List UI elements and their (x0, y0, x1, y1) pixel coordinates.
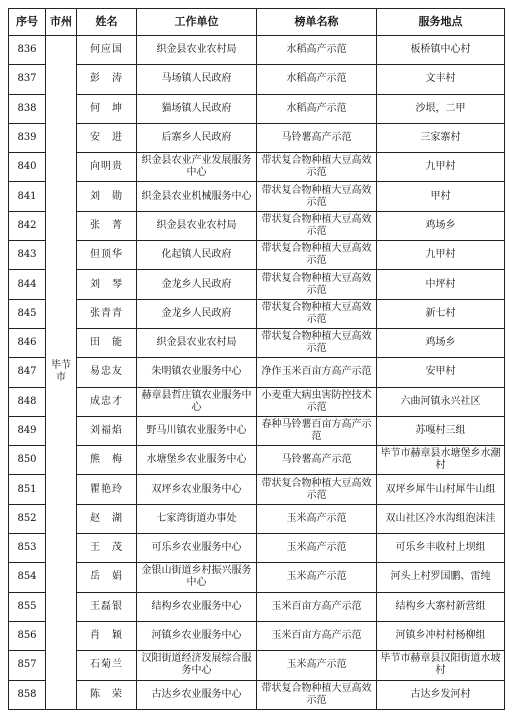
row-service-location: 文丰村 (377, 65, 505, 94)
row-service-location: 九甲村 (377, 153, 505, 182)
row-list-name: 水稻高产示范 (257, 94, 377, 123)
table-row (9, 328, 505, 357)
row-service-location: 沙垠，二甲 (377, 94, 505, 123)
row-work-unit: 水塘堡乡农业服务中心 (137, 446, 257, 475)
row-service-location: 甲村 (377, 182, 505, 211)
table-row (9, 358, 505, 387)
row-name: 王 茂 (77, 534, 137, 563)
row-list-name: 玉米高产示范 (257, 534, 377, 563)
table-row (9, 387, 505, 416)
row-work-unit: 织金县农业机械服务中心 (137, 182, 257, 211)
roster-table (8, 8, 505, 710)
header-service-location: 服务地点 (377, 9, 505, 36)
row-work-unit: 织金县农业农村局 (137, 328, 257, 357)
row-work-unit: 赫章县哲庄镇农业服务中心 (137, 387, 257, 416)
table-row (9, 123, 505, 152)
row-list-name: 带状复合物种植大豆高效示范 (257, 182, 377, 211)
row-service-location: 板桥镇中心村 (377, 36, 505, 65)
row-work-unit: 河镇乡农业服务中心 (137, 621, 257, 650)
row-name: 成忠才 (77, 387, 137, 416)
row-name: 田 能 (77, 328, 137, 357)
row-number: 844 (9, 270, 46, 299)
row-name: 张青青 (77, 299, 137, 328)
row-list-name: 玉米高产示范 (257, 651, 377, 680)
row-service-location: 安甲村 (377, 358, 505, 387)
row-list-name: 玉米百亩方高产示范 (257, 592, 377, 621)
row-list-name: 马铃薯高产示范 (257, 123, 377, 152)
row-name: 陈 荣 (77, 680, 137, 709)
row-service-location: 鸡场乡 (377, 328, 505, 357)
row-work-unit: 野马川镇农业服务中心 (137, 416, 257, 445)
table-row (9, 211, 505, 240)
row-number: 840 (9, 153, 46, 182)
row-number: 841 (9, 182, 46, 211)
row-number: 853 (9, 534, 46, 563)
table-row (9, 299, 505, 328)
row-name: 向明贵 (77, 153, 137, 182)
row-list-name: 带状复合物种植大豆高效示范 (257, 153, 377, 182)
row-work-unit: 双坪乡农业服务中心 (137, 475, 257, 504)
row-service-location: 苏嘎村三组 (377, 416, 505, 445)
table-body (9, 36, 505, 710)
row-number: 854 (9, 563, 46, 592)
row-list-name: 马铃薯高产示范 (257, 446, 377, 475)
row-number: 836 (9, 36, 46, 65)
table-row (9, 680, 505, 709)
row-number: 837 (9, 65, 46, 94)
row-service-location: 双山社区冷水沟组泡沫洼 (377, 504, 505, 533)
row-name: 易忠友 (77, 358, 137, 387)
row-service-location: 毕节市赫章县水塘堡乡水潮村 (377, 446, 505, 475)
row-service-location: 三家寨村 (377, 123, 505, 152)
header-name: 姓名 (77, 9, 137, 36)
row-number: 838 (9, 94, 46, 123)
row-list-name: 带状复合物种植大豆高效示范 (257, 475, 377, 504)
row-service-location: 新七村 (377, 299, 505, 328)
row-number: 846 (9, 328, 46, 357)
row-number: 858 (9, 680, 46, 709)
table-row (9, 270, 505, 299)
row-name: 张 菁 (77, 211, 137, 240)
row-name: 瞿艳玲 (77, 475, 137, 504)
row-number: 857 (9, 651, 46, 680)
row-number: 839 (9, 123, 46, 152)
row-work-unit: 后寨乡人民政府 (137, 123, 257, 152)
table-row (9, 446, 505, 475)
row-number: 845 (9, 299, 46, 328)
row-name: 岳 娟 (77, 563, 137, 592)
row-list-name: 带状复合物种植大豆高效示范 (257, 211, 377, 240)
row-name: 何应国 (77, 36, 137, 65)
row-name: 石菊兰 (77, 651, 137, 680)
row-list-name: 带状复合物种植大豆高效示范 (257, 328, 377, 357)
row-name: 刘 琴 (77, 270, 137, 299)
row-number: 852 (9, 504, 46, 533)
row-number: 856 (9, 621, 46, 650)
row-work-unit: 金龙乡人民政府 (137, 299, 257, 328)
row-service-location: 鸡场乡 (377, 211, 505, 240)
table-row (9, 241, 505, 270)
row-list-name: 水稻高产示范 (257, 65, 377, 94)
table-row (9, 592, 505, 621)
row-list-name: 水稻高产示范 (257, 36, 377, 65)
table-header (9, 9, 505, 36)
row-list-name: 带状复合物种植大豆高效示范 (257, 299, 377, 328)
row-service-location: 九甲村 (377, 241, 505, 270)
table-row (9, 36, 505, 65)
row-service-location: 可乐乡丰收村上坝组 (377, 534, 505, 563)
row-service-location: 河镇乡冲村村杨柳组 (377, 621, 505, 650)
table-row (9, 534, 505, 563)
row-list-name: 玉米高产示范 (257, 504, 377, 533)
header-number: 序号 (9, 9, 46, 36)
row-number: 842 (9, 211, 46, 240)
row-list-name: 玉米百亩方高产示范 (257, 621, 377, 650)
row-work-unit: 金龙乡人民政府 (137, 270, 257, 299)
table-row (9, 416, 505, 445)
row-work-unit: 织金县农业农村局 (137, 211, 257, 240)
city-cell: 毕节市 (46, 36, 77, 710)
row-work-unit: 七家湾街道办事处 (137, 504, 257, 533)
row-name: 刘 勋 (77, 182, 137, 211)
row-name: 王磊银 (77, 592, 137, 621)
row-number: 843 (9, 241, 46, 270)
row-name: 安 进 (77, 123, 137, 152)
row-number: 850 (9, 446, 46, 475)
row-number: 847 (9, 358, 46, 387)
table-row (9, 65, 505, 94)
table-row (9, 504, 505, 533)
row-service-location: 古达乡发河村 (377, 680, 505, 709)
row-work-unit: 猫场镇人民政府 (137, 94, 257, 123)
table-row (9, 621, 505, 650)
row-name: 熊 梅 (77, 446, 137, 475)
row-list-name: 带状复合物种植大豆高效示范 (257, 241, 377, 270)
table-row (9, 475, 505, 504)
header-city: 市州 (46, 9, 77, 36)
row-name: 赵 湖 (77, 504, 137, 533)
row-list-name: 净作玉米百亩方高产示范 (257, 358, 377, 387)
row-number: 855 (9, 592, 46, 621)
table-row (9, 651, 505, 680)
row-work-unit: 可乐乡农业服务中心 (137, 534, 257, 563)
row-number: 851 (9, 475, 46, 504)
row-work-unit: 织金县农业农村局 (137, 36, 257, 65)
row-name: 但顶华 (77, 241, 137, 270)
table-row (9, 153, 505, 182)
header-list-name: 榜单名称 (257, 9, 377, 36)
row-service-location: 结构乡大寨村新营组 (377, 592, 505, 621)
row-service-location: 毕节市赫章县汉阳街道水坡村 (377, 651, 505, 680)
row-list-name: 春种马铃薯百亩方高产示范 (257, 416, 377, 445)
header-work-unit: 工作单位 (137, 9, 257, 36)
row-name: 彭 涛 (77, 65, 137, 94)
table-row (9, 563, 505, 592)
row-name: 刘福焰 (77, 416, 137, 445)
row-service-location: 河头上村罗国鹏、雷纯 (377, 563, 505, 592)
row-number: 848 (9, 387, 46, 416)
row-list-name: 小麦重大病虫害防控技术示范 (257, 387, 377, 416)
row-work-unit: 织金县农业产业发展服务中心 (137, 153, 257, 182)
row-service-location: 六曲河镇永兴社区 (377, 387, 505, 416)
row-work-unit: 马场镇人民政府 (137, 65, 257, 94)
row-service-location: 双坪乡犀牛山村犀牛山组 (377, 475, 505, 504)
table-row (9, 94, 505, 123)
row-work-unit: 金银山街道乡村振兴服务中心 (137, 563, 257, 592)
row-work-unit: 化起镇人民政府 (137, 241, 257, 270)
row-service-location: 中坪村 (377, 270, 505, 299)
table-row (9, 182, 505, 211)
row-work-unit: 汉阳街道经济发展综合服务中心 (137, 651, 257, 680)
row-list-name: 玉米高产示范 (257, 563, 377, 592)
row-work-unit: 朱明镇农业服务中心 (137, 358, 257, 387)
row-name: 何 坤 (77, 94, 137, 123)
row-list-name: 带状复合物种植大豆高效示范 (257, 680, 377, 709)
row-name: 肖 颖 (77, 621, 137, 650)
row-number: 849 (9, 416, 46, 445)
row-work-unit: 古达乡农业服务中心 (137, 680, 257, 709)
row-list-name: 带状复合物种植大豆高效示范 (257, 270, 377, 299)
row-work-unit: 结构乡农业服务中心 (137, 592, 257, 621)
